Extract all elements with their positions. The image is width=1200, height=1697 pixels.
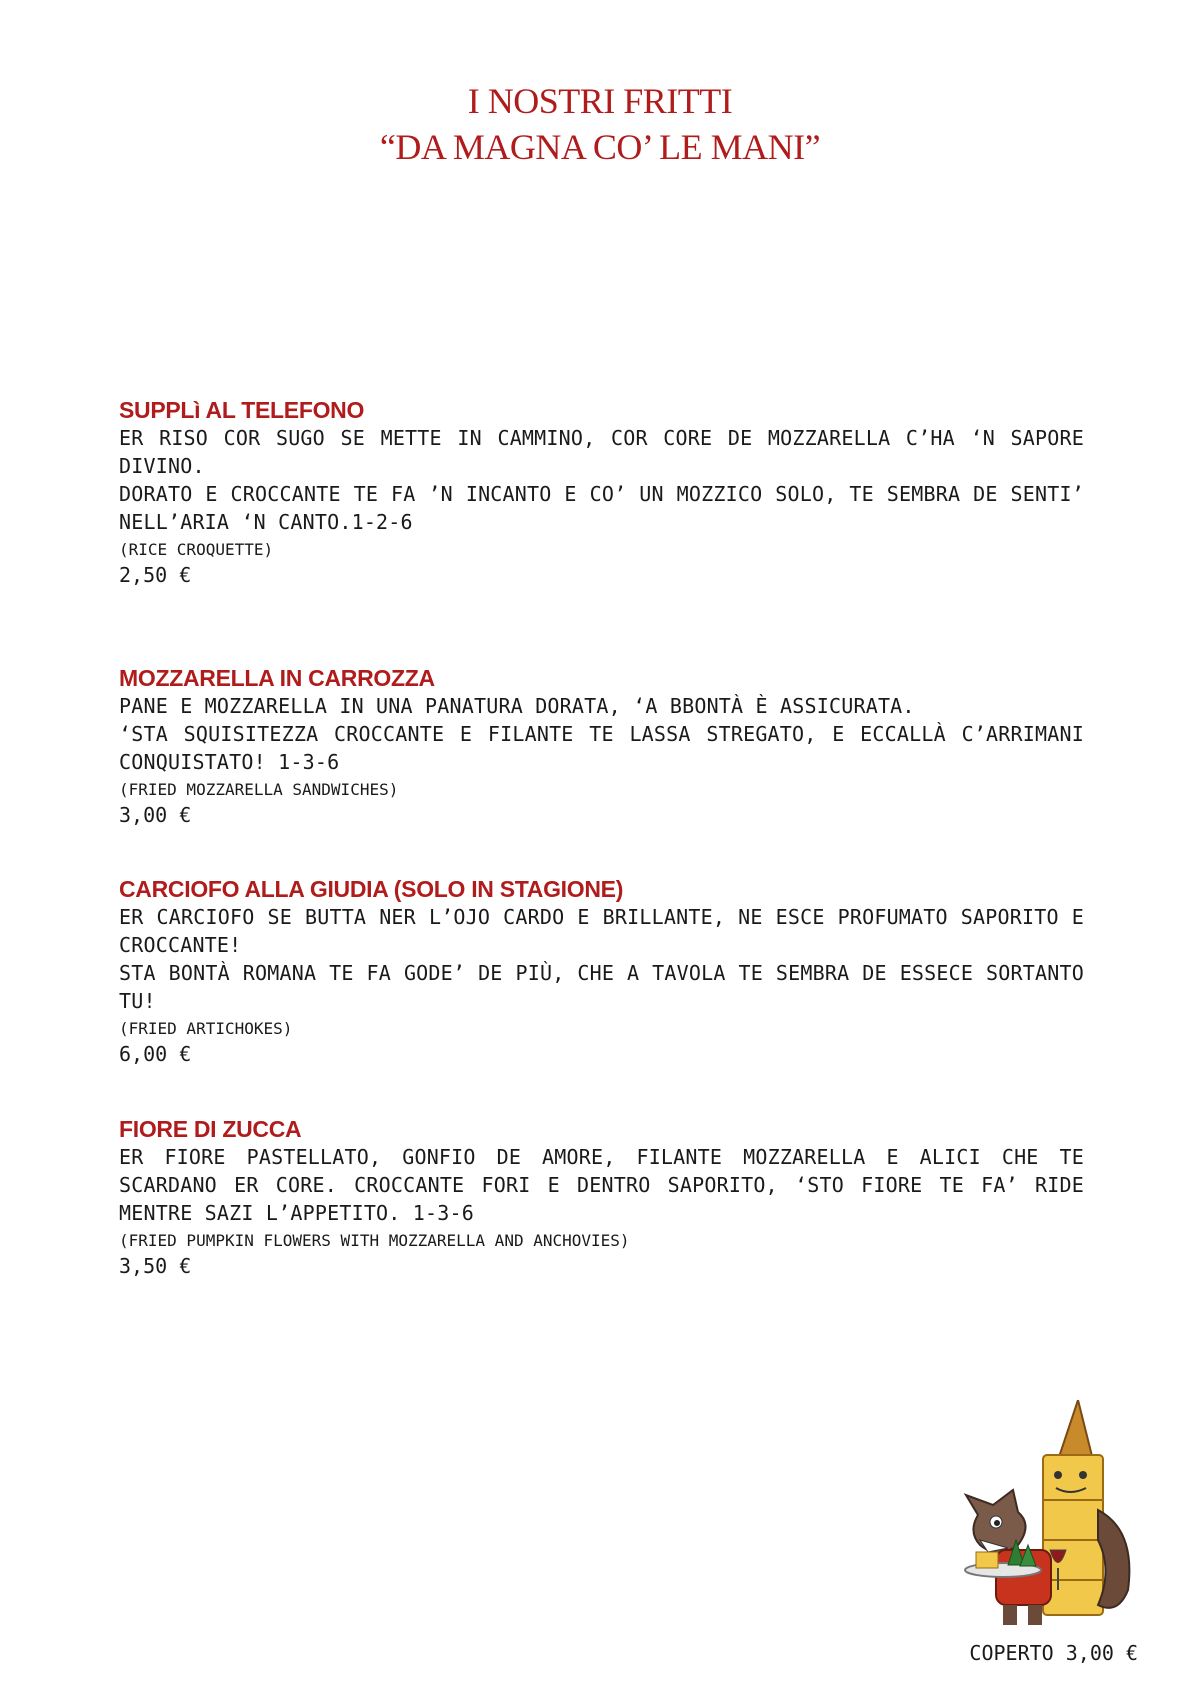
item-description (119, 692, 1084, 776)
coperto-price: COPERTO 3,00 € (969, 1641, 1138, 1665)
item-description-line: ER FIORE PASTELLATO, GONFIO DE AMORE, FILANTE MOZZARELLA E ALICI CHE TE SCARDANO ER CORE. CROCCANTE FORI E DENTRO SAPORITO, ‘STO FIORE TE FA’ RIDE MENTRE SAZI L’APPETITO. 1-3-6 (119, 1145, 1084, 1225)
item-price: 3,50 € (119, 1254, 192, 1278)
item-price: 2,50 € (119, 563, 192, 587)
item-price: 3,00 € (119, 803, 192, 827)
item-description (119, 903, 1084, 1015)
item-description-line: ‘STA SQUISITEZZA CROCCANTE E FILANTE TE LASSA STREGATO, E ECCALLÀ C’ARRIMANI CONQUISTATO! 1-3-6 (119, 722, 1084, 774)
item-description-line: PANE E MOZZARELLA IN UNA PANATURA DORATA, ‘A BBONTÀ È ASSICURATA. (119, 694, 915, 718)
menu-item-suppli (119, 396, 1084, 588)
item-description (119, 424, 1084, 536)
item-name: SUPPLì AL TELEFONO (119, 397, 365, 423)
item-english-name: (FRIED PUMPKIN FLOWERS WITH MOZZARELLA AND ANCHOVIES) (119, 1231, 630, 1250)
page-title-line-2: “DA MAGNA CO’ LE MANI” (379, 127, 821, 167)
menu-item-mozzarella-in-carrozza (119, 664, 1084, 828)
page-title (0, 78, 1200, 170)
item-name: FIORE DI ZUCCA (119, 1116, 302, 1142)
item-english-name: (RICE CROQUETTE) (119, 540, 274, 559)
item-name: MOZZARELLA IN CARROZZA (119, 665, 435, 691)
item-description (119, 1143, 1084, 1227)
item-description-line: DORATO E CROCCANTE TE FA ’N INCANTO E CO’ UN MOZZICO SOLO, TE SEMBRA DE SENTI’ NELL’ARIA ‘N CANTO.1-2-6 (119, 482, 1084, 534)
item-english-name: (FRIED MOZZARELLA SANDWICHES) (119, 780, 399, 799)
page-title-line-1: I NOSTRI FRITTI (467, 81, 733, 121)
item-name: CARCIOFO ALLA GIUDIA (SOLO IN STAGIONE) (119, 876, 624, 902)
item-description-line: ER RISO COR SUGO SE METTE IN CAMMINO, COR CORE DE MOZZARELLA C’HA ‘N SAPORE DIVINO. (119, 426, 1084, 478)
wolf-waiter-mascot-icon (958, 1400, 1138, 1630)
menu-item-fiore-di-zucca (119, 1115, 1084, 1279)
item-description-line: ER CARCIOFO SE BUTTA NER L’OJO CARDO E BRILLANTE, NE ESCE PROFUMATO SAPORITO E CROCCANTE! (119, 905, 1084, 957)
menu-item-carciofo-alla-giudia (119, 875, 1084, 1067)
item-price: 6,00 € (119, 1042, 192, 1066)
item-description-line: STA BONTÀ ROMANA TE FA GODE’ DE PIÙ, CHE A TAVOLA TE SEMBRA DE ESSECE SORTANTO TU! (119, 961, 1084, 1013)
item-english-name: (FRIED ARTICHOKES) (119, 1019, 293, 1038)
